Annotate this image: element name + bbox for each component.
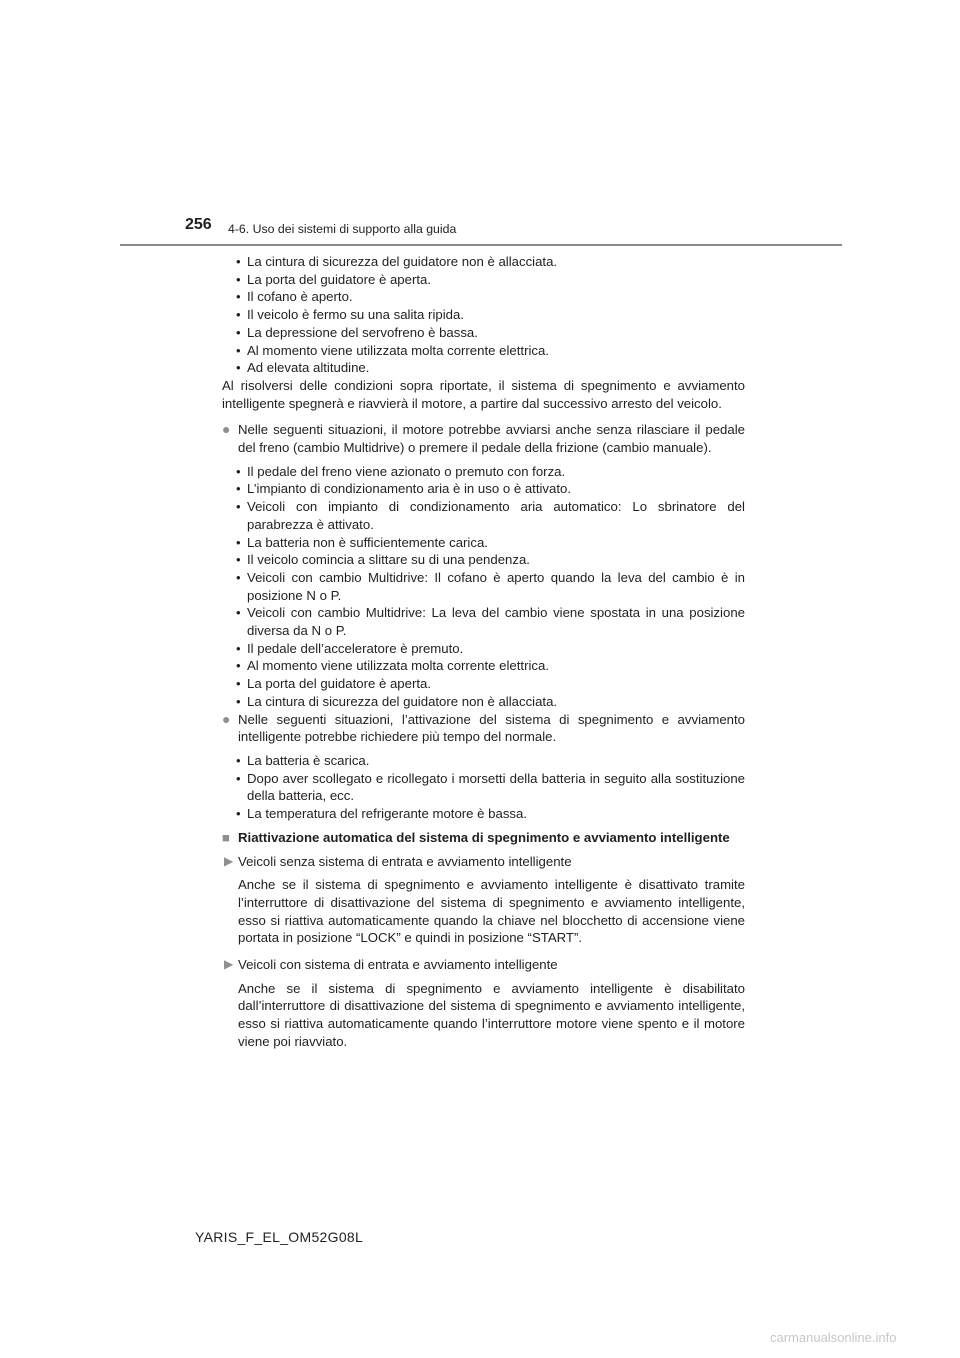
list-item: • La cintura di sicurezza del guidatore non è allacciata.: [236, 254, 558, 269]
list-item: • La depressione del servofreno è bassa.: [236, 324, 478, 340]
circle-bullet-icon: ●: [222, 710, 231, 727]
subsection-title: ▶ Veicoli senza sistema di entrata e avviamento intelligente: [224, 853, 572, 869]
triangle-bullet-icon: ▶: [224, 853, 234, 868]
list-item: • Al momento viene utilizzata molta corrente elettrica.: [236, 342, 549, 358]
subsection-title: ▶ Veicoli con sistema di entrata e avviamento intelligente: [224, 957, 558, 973]
note-item: ● Nelle seguenti situazioni, il motore potrebbe avviarsi anche senza rilasciare il pedale del freno (cambio Multidrive) o premere il pedale della frizione (cambio manuale).: [222, 421, 745, 456]
list-item: • Il veicolo è fermo su una salita ripida.: [236, 307, 464, 323]
list-item: • La batteria è scarica.: [236, 752, 370, 768]
conditions-list: [222, 253, 745, 377]
watermark: carmanualsonline.info: [770, 1330, 897, 1345]
list-item: • Veicoli con impianto di condizionamento aria automatico: Lo sbrinatore del parabrezza è attivato.: [236, 499, 745, 532]
list-item: • L’impianto di condizionamento aria è in uso o è attivato.: [236, 481, 572, 497]
content-body: [222, 253, 745, 1051]
list-item: • Il pedale dell’acceleratore è premuto.: [236, 640, 464, 656]
list-item: • Al momento viene utilizzata molta corrente elettrica.: [236, 658, 549, 674]
square-bullet-icon: ■: [222, 829, 230, 845]
note-item: ● Nelle seguenti situazioni, l’attivazione del sistema di spegnimento e avviamento intelligente potrebbe richiedere più tempo del normale.: [222, 710, 745, 745]
paragraph: Al risolversi delle condizioni sopra riportate, il sistema di spegnimento e avviamento intelligente spegnerà e riavvierà il motore, a partire dal successivo arresto del veicolo.: [222, 377, 745, 411]
list-item: • La cintura di sicurezza del guidatore non è allacciata.: [236, 693, 558, 709]
list-item: • La batteria non è sufficientemente carica.: [236, 534, 488, 550]
page-number: 256: [185, 216, 212, 233]
document-code: YARIS_F_EL_OM52G08L: [195, 1229, 364, 1245]
section-title: 4-6. Uso dei sistemi di supporto alla guida: [228, 222, 457, 236]
list-item: • Il pedale del freno viene azionato o premuto con forza.: [236, 463, 566, 479]
header-rule: [120, 244, 842, 246]
section-heading: ■ Riattivazione automatica del sistema di spegnimento e avviamento intelligente: [222, 829, 730, 845]
list-item: • Il veicolo comincia a slittare su di una pendenza.: [236, 552, 530, 568]
paragraph: Anche se il sistema di spegnimento e avviamento intelligente è disattivato tramite l’interruttore di disattivazione del sistema di spegnimento e avviamento intelligente, esso si riattiva automaticamente quando la chiave nel blocchetto di accensione viene portata in posizione “LOCK” e quindi in posizione “START”.: [238, 877, 745, 946]
delay-list: [222, 752, 745, 823]
paragraph: Anche se il sistema di spegnimento e avviamento intelligente è disabilitato dall’interruttore di disattivazione del sistema di spegnimento e avviamento intelligente, esso si riattiva automaticamente quando l’interruttore motore viene spento e il motore viene poi riavviato.: [238, 980, 745, 1049]
list-item: • Dopo aver scollegato e ricollegato i morsetti della batteria in seguito alla sostituzione della batteria, ecc.: [236, 770, 745, 804]
list-item: • Ad elevata altitudine.: [236, 360, 370, 376]
list-item: • La porta del guidatore è aperta.: [236, 271, 432, 287]
situations-list: [222, 463, 745, 711]
list-item: • Il cofano è aperto.: [236, 289, 353, 305]
list-item: • Veicoli con cambio Multidrive: La leva del cambio viene spostata in una posizione diversa da N o P.: [236, 605, 745, 639]
triangle-bullet-icon: ▶: [224, 957, 234, 972]
list-item: • La porta del guidatore è aperta.: [236, 676, 432, 692]
circle-bullet-icon: ●: [222, 421, 231, 438]
list-item: • Veicoli con cambio Multidrive: Il cofano è aperto quando la leva del cambio è in posizione N o P.: [236, 569, 745, 603]
list-item: • La temperatura del refrigerante motore è bassa.: [236, 806, 528, 822]
